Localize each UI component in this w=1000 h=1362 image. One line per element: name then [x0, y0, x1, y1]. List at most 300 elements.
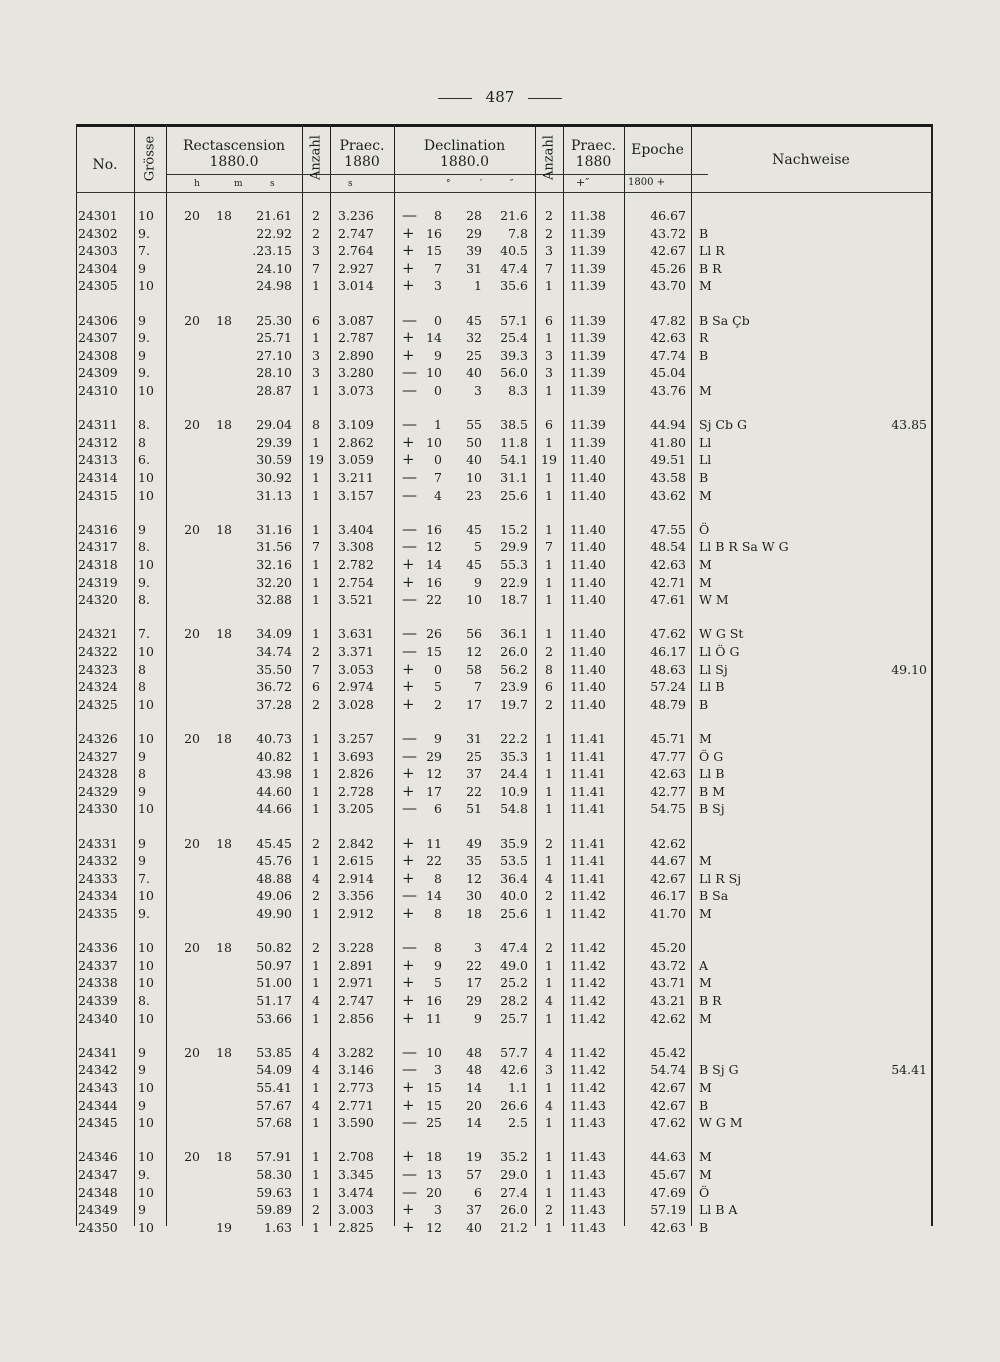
cell-decl-sign: +: [402, 1217, 415, 1236]
cell-praec-2: 11.39: [570, 243, 606, 259]
cell-no: 24348: [78, 1184, 118, 1200]
cell-no: 24327: [78, 748, 118, 764]
cell-nachweise: M: [699, 853, 712, 869]
cell-no: 24307: [78, 330, 118, 346]
cell-praec: 2.974: [338, 679, 374, 695]
cell-decl-min: 23: [466, 487, 482, 503]
cell-groesse: 10: [138, 731, 154, 746]
cell-nachweise: B: [699, 696, 709, 712]
cell-groesse: 10: [138, 801, 154, 817]
cell-anzahl-2: 8: [545, 661, 553, 677]
cell-decl-deg: 8: [434, 870, 442, 886]
cell-ra-h: 20: [184, 1149, 200, 1165]
cell-anzahl: 8: [312, 417, 320, 433]
cell-decl-deg: 11: [426, 835, 442, 851]
cell-praec-2: 11.40: [570, 644, 606, 660]
cell-no: 24324: [78, 679, 118, 695]
cell-groesse: 10: [138, 278, 154, 294]
cell-anzahl-2: 3: [545, 243, 553, 259]
cell-praec-2: 11.39: [570, 365, 606, 381]
cell-praec-2: 11.39: [570, 434, 606, 450]
cell-nachweise: Ll Ö G: [699, 644, 740, 660]
cell-decl-deg: 10: [426, 434, 442, 450]
cell-no: 24302: [78, 225, 118, 241]
cell-anzahl: 1: [312, 383, 320, 399]
cell-anzahl: 1: [312, 557, 320, 573]
cell-praec-2: 11.40: [570, 679, 606, 695]
unit-hours: h: [194, 179, 200, 189]
cell-decl-sec: 53.5: [500, 853, 528, 869]
cell-ra-h: 20: [184, 312, 200, 328]
cell-nachweise: Ö G: [699, 748, 724, 764]
cell-decl-deg: 9: [434, 731, 442, 746]
cell-anzahl: 1: [312, 975, 320, 991]
cell-groesse: 7.: [138, 870, 150, 886]
cell-decl-deg: 5: [434, 679, 442, 695]
header-praec-2-label: Praec.: [570, 138, 617, 154]
cell-praec-2: 11.43: [570, 1184, 606, 1200]
header-anzahl-2: Anzahl: [541, 135, 557, 180]
cell-praec: 3.282: [338, 1044, 374, 1060]
cell-anzahl: 2: [312, 1202, 320, 1218]
cell-decl-sign: —: [402, 415, 417, 434]
cell-groesse: 7.: [138, 243, 150, 259]
cell-groesse: 10: [138, 957, 154, 973]
cell-no: 24343: [78, 1080, 118, 1096]
cell-epoche: 43.76: [650, 383, 686, 399]
cell-anzahl-2: 1: [545, 434, 553, 450]
cell-epoche: 44.67: [650, 853, 686, 869]
cell-decl-min: 56: [466, 626, 482, 642]
column-rule: [931, 124, 933, 1226]
cell-praec-2: 11.39: [570, 278, 606, 294]
cell-ra-s: 31.56: [256, 539, 292, 555]
cell-decl-deg: 14: [426, 557, 442, 573]
cell-decl-min: 40: [466, 365, 482, 381]
cell-ra-h: 20: [184, 835, 200, 851]
cell-praec: 3.257: [338, 731, 374, 746]
cell-praec-2: 11.40: [570, 452, 606, 468]
cell-nachweise: B: [699, 1097, 709, 1113]
cell-nachweise: B Sj: [699, 801, 725, 817]
cell-decl-sec: 49.0: [500, 957, 528, 973]
column-rule: [535, 124, 536, 1226]
cell-no: 24328: [78, 766, 118, 782]
cell-decl-deg: 29: [426, 748, 442, 764]
cell-decl-sign: +: [402, 764, 415, 783]
cell-praec: 2.782: [338, 557, 374, 573]
cell-anzahl: 1: [312, 801, 320, 817]
cell-decl-min: 22: [466, 783, 482, 799]
cell-praec: 3.205: [338, 801, 374, 817]
header-no: No.: [92, 157, 118, 173]
cell-ra-s: 58.30: [256, 1167, 292, 1183]
cell-decl-deg: 4: [434, 487, 442, 503]
cell-decl-sign: —: [402, 537, 417, 556]
cell-ra-s: 28.10: [256, 365, 292, 381]
cell-no: 24329: [78, 783, 118, 799]
cell-praec-2: 11.42: [570, 1080, 606, 1096]
cell-anzahl-2: 1: [545, 853, 553, 869]
cell-praec-2: 11.42: [570, 1062, 606, 1078]
cell-ra-s: 1.63: [264, 1219, 292, 1235]
column-rule: [691, 124, 692, 1226]
cell-decl-sign: +: [402, 572, 415, 591]
cell-anzahl-2: 7: [545, 539, 553, 555]
cell-ra-s: 59.89: [256, 1202, 292, 1218]
header-rule: [76, 192, 933, 193]
cell-decl-min: 9: [474, 1010, 482, 1026]
header-declination: [394, 138, 535, 170]
cell-groesse: 10: [138, 470, 154, 486]
cell-decl-sign: +: [402, 1095, 415, 1114]
cell-epoche: 48.79: [650, 696, 686, 712]
cell-epoche: 42.62: [650, 835, 686, 851]
cell-praec-2: 11.42: [570, 1044, 606, 1060]
cell-decl-sign: +: [402, 955, 415, 974]
cell-no: 24322: [78, 644, 118, 660]
cell-praec: 3.521: [338, 592, 374, 608]
cell-praec-2: 11.40: [570, 539, 606, 555]
cell-epoche: 42.71: [650, 574, 686, 590]
cell-ra-s: 44.66: [256, 801, 292, 817]
cell-groesse: 8.: [138, 993, 150, 1009]
cell-decl-min: 19: [466, 1149, 482, 1165]
cell-groesse: 9: [138, 312, 146, 328]
cell-anzahl-2: 1: [545, 748, 553, 764]
cell-ra-s: 32.20: [256, 574, 292, 590]
cell-praec-2: 11.39: [570, 347, 606, 363]
cell-no: 24341: [78, 1044, 118, 1060]
cell-epoche: 47.61: [650, 592, 686, 608]
header-rectascension-epoch: 1880.0: [209, 154, 259, 170]
cell-praec: 3.371: [338, 644, 374, 660]
cell-decl-deg: 9: [434, 347, 442, 363]
header-praec: [330, 138, 394, 170]
cell-groesse: 10: [138, 487, 154, 503]
cell-praec: 2.914: [338, 870, 374, 886]
cell-no: 24332: [78, 853, 118, 869]
cell-anzahl-2: 2: [545, 888, 553, 904]
cell-decl-deg: 25: [426, 1115, 442, 1131]
cell-decl-min: 22: [466, 957, 482, 973]
cell-anzahl-2: 4: [545, 993, 553, 1009]
cell-decl-sec: 39.3: [500, 347, 528, 363]
cell-praec: 3.053: [338, 661, 374, 677]
cell-nachweise-value: 43.85: [891, 417, 927, 433]
cell-praec-2: 11.40: [570, 626, 606, 642]
cell-decl-min: 37: [466, 1202, 482, 1218]
catalogue-table: [76, 124, 933, 1236]
cell-decl-sign: +: [402, 241, 415, 260]
cell-nachweise: W G M: [699, 1115, 743, 1131]
cell-praec-2: 11.42: [570, 906, 606, 922]
cell-anzahl: 1: [312, 470, 320, 486]
cell-praec-2: 11.42: [570, 975, 606, 991]
cell-epoche: 47.74: [650, 347, 686, 363]
cell-praec: 2.787: [338, 330, 374, 346]
cell-decl-sec: 21.6: [500, 208, 528, 223]
cell-decl-sign: —: [402, 1042, 417, 1061]
cell-groesse: 9: [138, 748, 146, 764]
cell-nachweise: W G St: [699, 626, 744, 642]
cell-decl-min: 29: [466, 225, 482, 241]
cell-ra-h: 20: [184, 417, 200, 433]
cell-anzahl: 7: [312, 539, 320, 555]
cell-no: 24336: [78, 940, 118, 956]
cell-anzahl-2: 7: [545, 260, 553, 276]
cell-decl-min: 35: [466, 853, 482, 869]
cell-decl-sec: 27.4: [500, 1184, 528, 1200]
cell-ra-s: 27.10: [256, 347, 292, 363]
cell-praec: 3.109: [338, 417, 374, 433]
unit-arcmin: ′: [480, 179, 483, 189]
cell-anzahl-2: 19: [541, 452, 557, 468]
cell-decl-sign: +: [402, 276, 415, 295]
cell-decl-sign: +: [402, 258, 415, 277]
cell-anzahl-2: 1: [545, 330, 553, 346]
cell-praec: 2.971: [338, 975, 374, 991]
cell-decl-sign: +: [402, 223, 415, 242]
cell-groesse: 10: [138, 975, 154, 991]
cell-praec: 2.747: [338, 225, 374, 241]
cell-decl-sign: +: [402, 677, 415, 696]
cell-decl-sec: 25.6: [500, 487, 528, 503]
cell-decl-min: 45: [466, 521, 482, 537]
cell-nachweise: M: [699, 975, 712, 991]
cell-praec-2: 11.42: [570, 940, 606, 956]
cell-praec-2: 11.42: [570, 993, 606, 1009]
cell-anzahl-2: 1: [545, 1184, 553, 1200]
cell-praec: 2.708: [338, 1149, 374, 1165]
cell-decl-sign: —: [402, 746, 417, 765]
cell-ra-s: 55.41: [256, 1080, 292, 1096]
cell-decl-sec: 26.0: [500, 1202, 528, 1218]
cell-decl-sign: +: [402, 991, 415, 1010]
cell-decl-sign: —: [402, 1182, 417, 1201]
cell-epoche: 47.82: [650, 312, 686, 328]
cell-praec: 2.862: [338, 434, 374, 450]
cell-groesse: 8: [138, 766, 146, 782]
cell-decl-sec: 54.8: [500, 801, 528, 817]
cell-groesse: 9.: [138, 330, 150, 346]
cell-decl-min: 9: [474, 574, 482, 590]
cell-decl-sign: +: [402, 833, 415, 852]
cell-praec-2: 11.40: [570, 470, 606, 486]
cell-anzahl-2: 3: [545, 1062, 553, 1078]
cell-nachweise: Ll R: [699, 243, 725, 259]
cell-decl-deg: 0: [434, 661, 442, 677]
cell-no: 24314: [78, 470, 118, 486]
cell-epoche: 43.71: [650, 975, 686, 991]
cell-no: 24349: [78, 1202, 118, 1218]
cell-nachweise: M: [699, 383, 712, 399]
cell-decl-deg: 16: [426, 225, 442, 241]
cell-praec-2: 11.43: [570, 1202, 606, 1218]
cell-ra-s: 34.09: [256, 626, 292, 642]
cell-anzahl-2: 4: [545, 1097, 553, 1113]
cell-anzahl-2: 1: [545, 975, 553, 991]
cell-anzahl-2: 3: [545, 347, 553, 363]
cell-groesse: 9.: [138, 906, 150, 922]
cell-nachweise: M: [699, 557, 712, 573]
cell-epoche: 42.63: [650, 330, 686, 346]
cell-decl-sec: 10.9: [500, 783, 528, 799]
cell-praec-2: 11.40: [570, 487, 606, 503]
header-rectascension: [166, 138, 302, 170]
cell-nachweise-value: 49.10: [891, 661, 927, 677]
cell-groesse: 8.: [138, 592, 150, 608]
cell-anzahl-2: 1: [545, 1080, 553, 1096]
cell-decl-sign: —: [402, 1113, 417, 1132]
divider: [528, 98, 562, 99]
cell-anzahl: 1: [312, 592, 320, 608]
cell-anzahl: 4: [312, 1044, 320, 1060]
cell-anzahl-2: 1: [545, 278, 553, 294]
cell-no: 24311: [78, 417, 118, 433]
cell-praec: 2.773: [338, 1080, 374, 1096]
cell-decl-sign: —: [402, 729, 417, 747]
cell-ra-s: 35.50: [256, 661, 292, 677]
cell-nachweise: B R: [699, 260, 722, 276]
cell-epoche: 45.42: [650, 1044, 686, 1060]
cell-decl-sign: +: [402, 432, 415, 451]
cell-anzahl-2: 1: [545, 906, 553, 922]
cell-ra-s: 32.88: [256, 592, 292, 608]
cell-anzahl: 4: [312, 993, 320, 1009]
cell-decl-sign: +: [402, 868, 415, 887]
cell-decl-sign: —: [402, 590, 417, 609]
cell-epoche: 45.20: [650, 940, 686, 956]
cell-praec: 3.404: [338, 521, 374, 537]
cell-ra-s: 24.10: [256, 260, 292, 276]
cell-groesse: 9: [138, 521, 146, 537]
cell-no: 24330: [78, 801, 118, 817]
column-rule: [166, 124, 167, 1226]
cell-groesse: 9: [138, 1202, 146, 1218]
cell-praec-2: 11.41: [570, 853, 606, 869]
cell-praec: 3.345: [338, 1167, 374, 1183]
cell-decl-sec: 47.4: [500, 260, 528, 276]
cell-anzahl: 2: [312, 696, 320, 712]
cell-groesse: 10: [138, 557, 154, 573]
header-groesse: Grösse: [142, 135, 158, 182]
cell-praec: 2.891: [338, 957, 374, 973]
cell-anzahl-2: 1: [545, 1149, 553, 1165]
cell-anzahl: 1: [312, 626, 320, 642]
cell-anzahl-2: 1: [545, 801, 553, 817]
cell-no: 24342: [78, 1062, 118, 1078]
cell-anzahl: 1: [312, 487, 320, 503]
cell-anzahl: 1: [312, 783, 320, 799]
cell-nachweise: M: [699, 1010, 712, 1026]
cell-decl-min: 6: [474, 1184, 482, 1200]
cell-praec-2: 11.41: [570, 766, 606, 782]
cell-decl-min: 5: [474, 539, 482, 555]
cell-decl-sec: 25.6: [500, 906, 528, 922]
cell-ra-h: 20: [184, 1044, 200, 1060]
cell-nachweise: R: [699, 330, 709, 346]
cell-decl-sec: 38.5: [500, 417, 528, 433]
cell-decl-sec: 40.5: [500, 243, 528, 259]
cell-anzahl-2: 1: [545, 521, 553, 537]
cell-nachweise: B: [699, 225, 709, 241]
cell-decl-sec: 35.3: [500, 748, 528, 764]
cell-praec: 2.842: [338, 835, 374, 851]
cell-decl-min: 45: [466, 557, 482, 573]
cell-decl-deg: 8: [434, 906, 442, 922]
cell-groesse: 9: [138, 260, 146, 276]
cell-decl-sec: 22.2: [500, 731, 528, 746]
cell-decl-deg: 3: [434, 278, 442, 294]
cell-ra-s: 32.16: [256, 557, 292, 573]
cell-ra-s: 29.04: [256, 417, 292, 433]
cell-nachweise: B R: [699, 993, 722, 1009]
cell-epoche: 43.58: [650, 470, 686, 486]
cell-epoche: 46.17: [650, 888, 686, 904]
cell-decl-min: 3: [474, 940, 482, 956]
cell-nachweise: Ll B A: [699, 1202, 738, 1218]
cell-no: 24308: [78, 347, 118, 363]
cell-epoche: 54.75: [650, 801, 686, 817]
cell-decl-sign: +: [402, 694, 415, 713]
cell-praec: 2.856: [338, 1010, 374, 1026]
cell-ra-s: 45.76: [256, 853, 292, 869]
cell-praec: 3.014: [338, 278, 374, 294]
cell-groesse: 9: [138, 1062, 146, 1078]
cell-decl-sec: 36.1: [500, 626, 528, 642]
cell-praec-2: 11.40: [570, 557, 606, 573]
cell-decl-deg: 12: [426, 539, 442, 555]
cell-decl-deg: 15: [426, 1080, 442, 1096]
cell-nachweise: M: [699, 278, 712, 294]
cell-decl-sign: +: [402, 1200, 415, 1219]
cell-decl-sec: 8.3: [508, 383, 528, 399]
unit-minutes: m: [234, 179, 243, 189]
header-declination-epoch: 1880.0: [440, 154, 489, 170]
cell-no: 24310: [78, 383, 118, 399]
cell-decl-sec: 35.2: [500, 1149, 528, 1165]
cell-decl-sign: —: [402, 938, 417, 957]
cell-ra-m: 19: [216, 1219, 232, 1235]
cell-anzahl-2: 1: [545, 626, 553, 642]
cell-decl-sign: —: [402, 363, 417, 382]
cell-ra-s: 43.98: [256, 766, 292, 782]
cell-epoche: 47.55: [650, 521, 686, 537]
cell-decl-sec: 25.2: [500, 975, 528, 991]
cell-ra-s: 30.59: [256, 452, 292, 468]
cell-decl-sign: —: [402, 886, 417, 905]
cell-decl-deg: 1: [434, 417, 442, 433]
cell-praec: 3.474: [338, 1184, 374, 1200]
cell-nachweise: Ö: [699, 521, 710, 537]
unit-praec-2: +″: [576, 176, 590, 189]
cell-epoche: 47.77: [650, 748, 686, 764]
cell-decl-deg: 16: [426, 993, 442, 1009]
cell-anzahl-2: 6: [545, 312, 553, 328]
cell-anzahl-2: 1: [545, 574, 553, 590]
unit-degrees: °: [446, 179, 451, 189]
cell-decl-min: 31: [466, 260, 482, 276]
cell-ra-s: 51.17: [256, 993, 292, 1009]
cell-no: 24316: [78, 521, 118, 537]
cell-no: 24334: [78, 888, 118, 904]
cell-no: 24317: [78, 539, 118, 555]
cell-epoche: 54.74: [650, 1062, 686, 1078]
cell-praec: 3.228: [338, 940, 374, 956]
column-rule: [624, 124, 625, 1226]
cell-no: 24323: [78, 661, 118, 677]
